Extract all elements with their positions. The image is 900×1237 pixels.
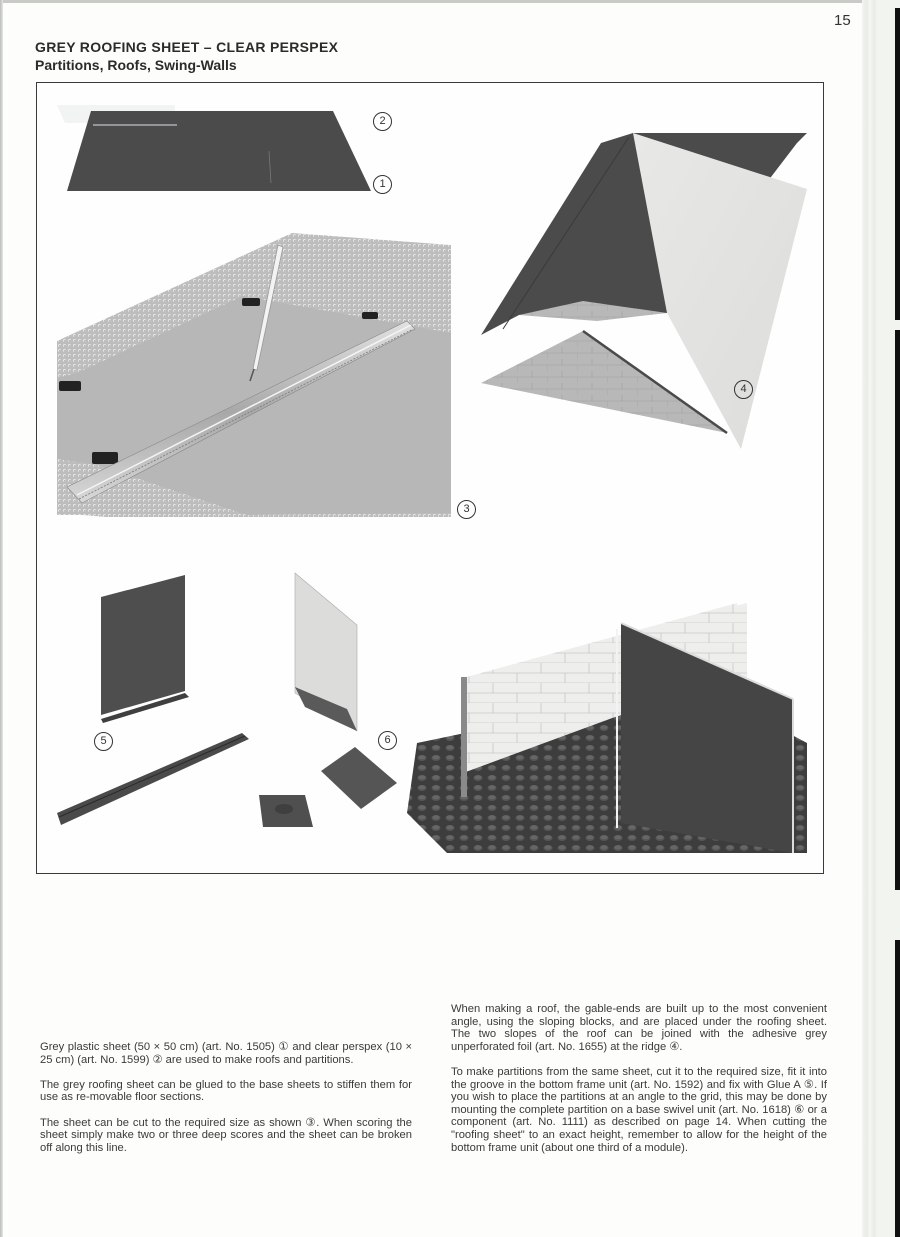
callout-6: 6 [378, 731, 397, 750]
callout-1: 1 [373, 175, 392, 194]
illustration-frame [36, 82, 824, 874]
photo-partition-frame-unit [57, 575, 249, 825]
callout-2: 2 [373, 112, 392, 131]
next-page-dark-block [895, 330, 900, 890]
paragraph: The sheet can be cut to the required size as shown ③. When scoring the sheet simply make two or three deep scores and the sheet can be broken off along this line. [40, 1116, 412, 1154]
page-number: 15 [834, 12, 851, 29]
body-text-right-column [451, 1003, 827, 1167]
callout-4: 4 [734, 380, 753, 399]
paragraph: Grey plastic sheet (50 × 50 cm) (art. No. 1505) ① and clear perspex (10 × 25 cm) (art. No. 1599) ② are used to make roofs and partitions. [40, 1041, 412, 1066]
scan-left-edge [0, 0, 3, 1237]
photo-grey-sheet [57, 105, 371, 191]
callout-5: 5 [94, 732, 113, 751]
callout-3: 3 [457, 500, 476, 519]
photo-roof [481, 133, 807, 449]
body-text-left-column [40, 1041, 412, 1167]
next-page-dark-block [895, 940, 900, 1237]
paragraph: The grey roofing sheet can be glued to the base sheets to stiffen them for use as re-movable floor sections. [40, 1078, 412, 1104]
page-title: GREY ROOFING SHEET – CLEAR PERSPEX [35, 39, 339, 55]
paragraph: When making a roof, the gable-ends are built up to the most convenient angle, using the sloping blocks, and are placed under the roofing sheet. The two slopes of the roof can be joined with the adhesive grey unperforated foil (art. No. 1655) at the ridge ④. [451, 1003, 827, 1053]
paragraph: To make partitions from the same sheet, cut it to the required size, fit it into the groove in the bottom frame unit (art. No. 1592) and fix with Glue A ⑤. If you wish to place the partitions at an angle to the grid, this may be done by mounting the complete partition on a base swivel unit (art. No. 1618) ⑥ or a component (art. No. 1111) as described on page 14. When cutting the "roofing sheet" to an exact height, remember to allow for the height of the bottom frame unit (about one third of a module). [451, 1065, 827, 1154]
photo-brick-wall-partition [407, 603, 807, 853]
scan-top-edge [0, 0, 870, 3]
next-page-dark-block [895, 8, 900, 320]
page-fold-shadow [862, 0, 878, 1237]
page-subtitle: Partitions, Roofs, Swing-Walls [35, 57, 237, 73]
photo-cutting-sheet [57, 233, 451, 517]
photo-partition-swivel-unit [259, 573, 397, 827]
illustration-photos [37, 83, 823, 873]
